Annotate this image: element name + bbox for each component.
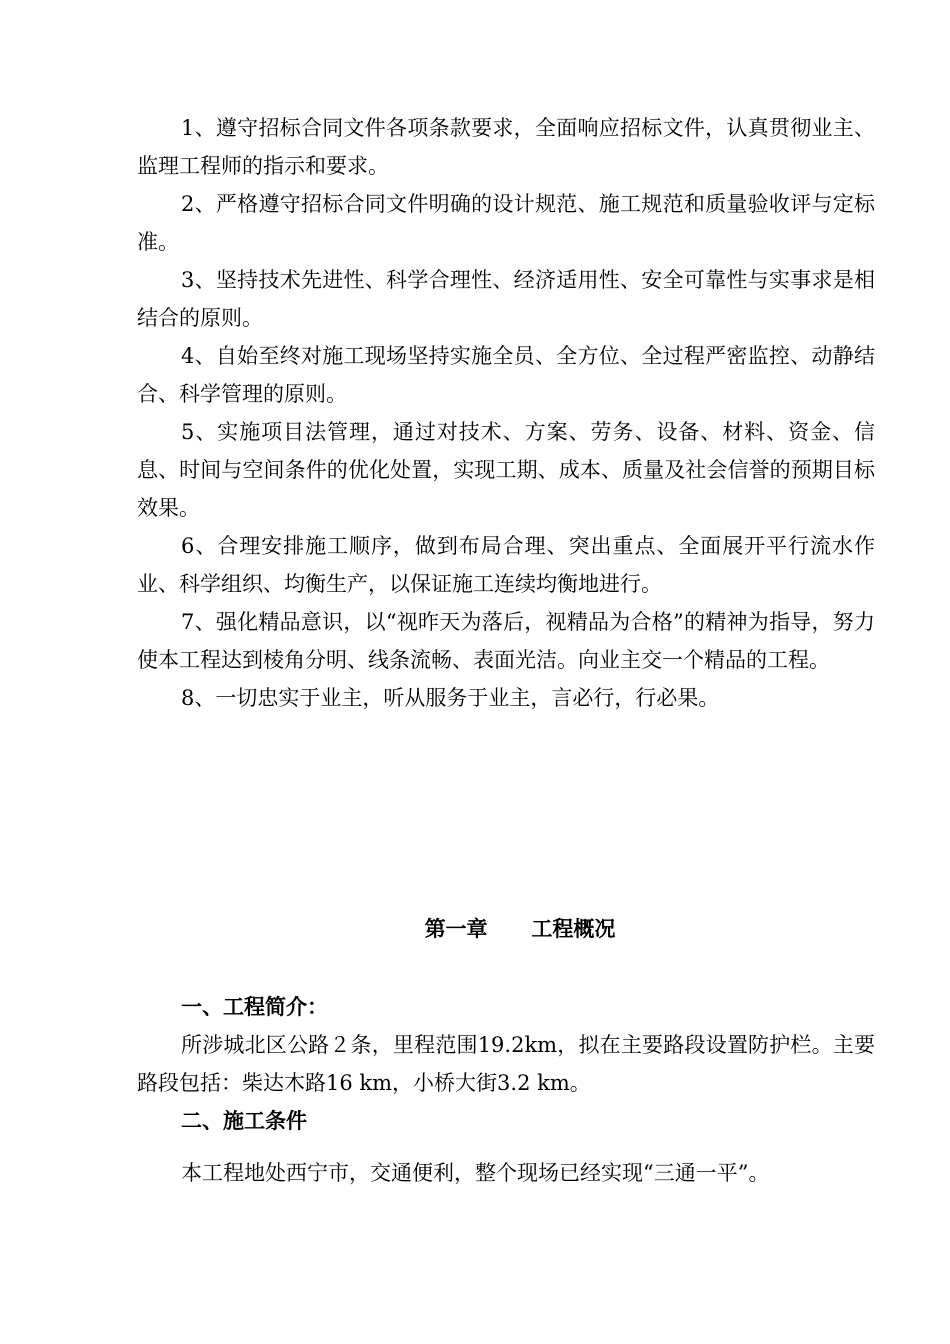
- principle-item-1: 1、遵守招标合同文件各项条款要求，全面响应招标文件，认真贯彻业主、监理工程师的指示和要求。: [137, 116, 875, 178]
- section-text-introduction: 所涉城北区公路２条，里程范围19.2km，拟在主要路段设置防护栏。主要路段包括：柴达木路16 km，小桥大街3.2 km。: [137, 1033, 875, 1095]
- principle-item-6: 6、合理安排施工顺序，做到布局合理、突出重点、全面展开平行流水作业、科学组织、均衡生产，以保证施工连续均衡地进行。: [137, 534, 875, 596]
- section-text-conditions: 本工程地处西宁市，交通便利，整个现场已经实现“三通一平”。: [181, 1161, 770, 1185]
- principle-item-3: 3、坚持技术先进性、科学合理性、经济适用性、安全可靠性与实事求是相结合的原则。: [137, 268, 875, 330]
- project-overview: [137, 988, 875, 1192]
- principle-item-8: 8、一切忠实于业主，听从服务于业主，言必行，行必果。: [181, 686, 720, 710]
- chapter-title: 第一章 工程概况: [424, 916, 616, 941]
- principle-item-4: 4、自始至终对施工现场坚持实施全员、全方位、全过程严密监控、动静结合、科学管理的原则。: [137, 344, 875, 406]
- principle-item-2: 2、严格遵守招标合同文件明确的设计规范、施工规范和质量验收评与定标准。: [137, 192, 875, 254]
- principle-item-5: 5、实施项目法管理，通过对技术、方案、劳务、设备、材料、资金、信息、时间与空间条件的优化处置，实现工期、成本、质量及社会信誉的预期目标效果。: [137, 420, 875, 520]
- principles-list: [137, 109, 875, 717]
- section-heading-introduction: 一、工程简介：: [181, 994, 328, 1019]
- principle-item-7: 7、强化精品意识，以“视昨天为落后，视精品为合格”的精神为指导，努力使本工程达到棱角分明、线条流畅、表面光洁。向业主交一个精品的工程。: [137, 610, 875, 672]
- spacer: [137, 1140, 875, 1154]
- section-heading-conditions: 二、施工条件: [181, 1108, 307, 1133]
